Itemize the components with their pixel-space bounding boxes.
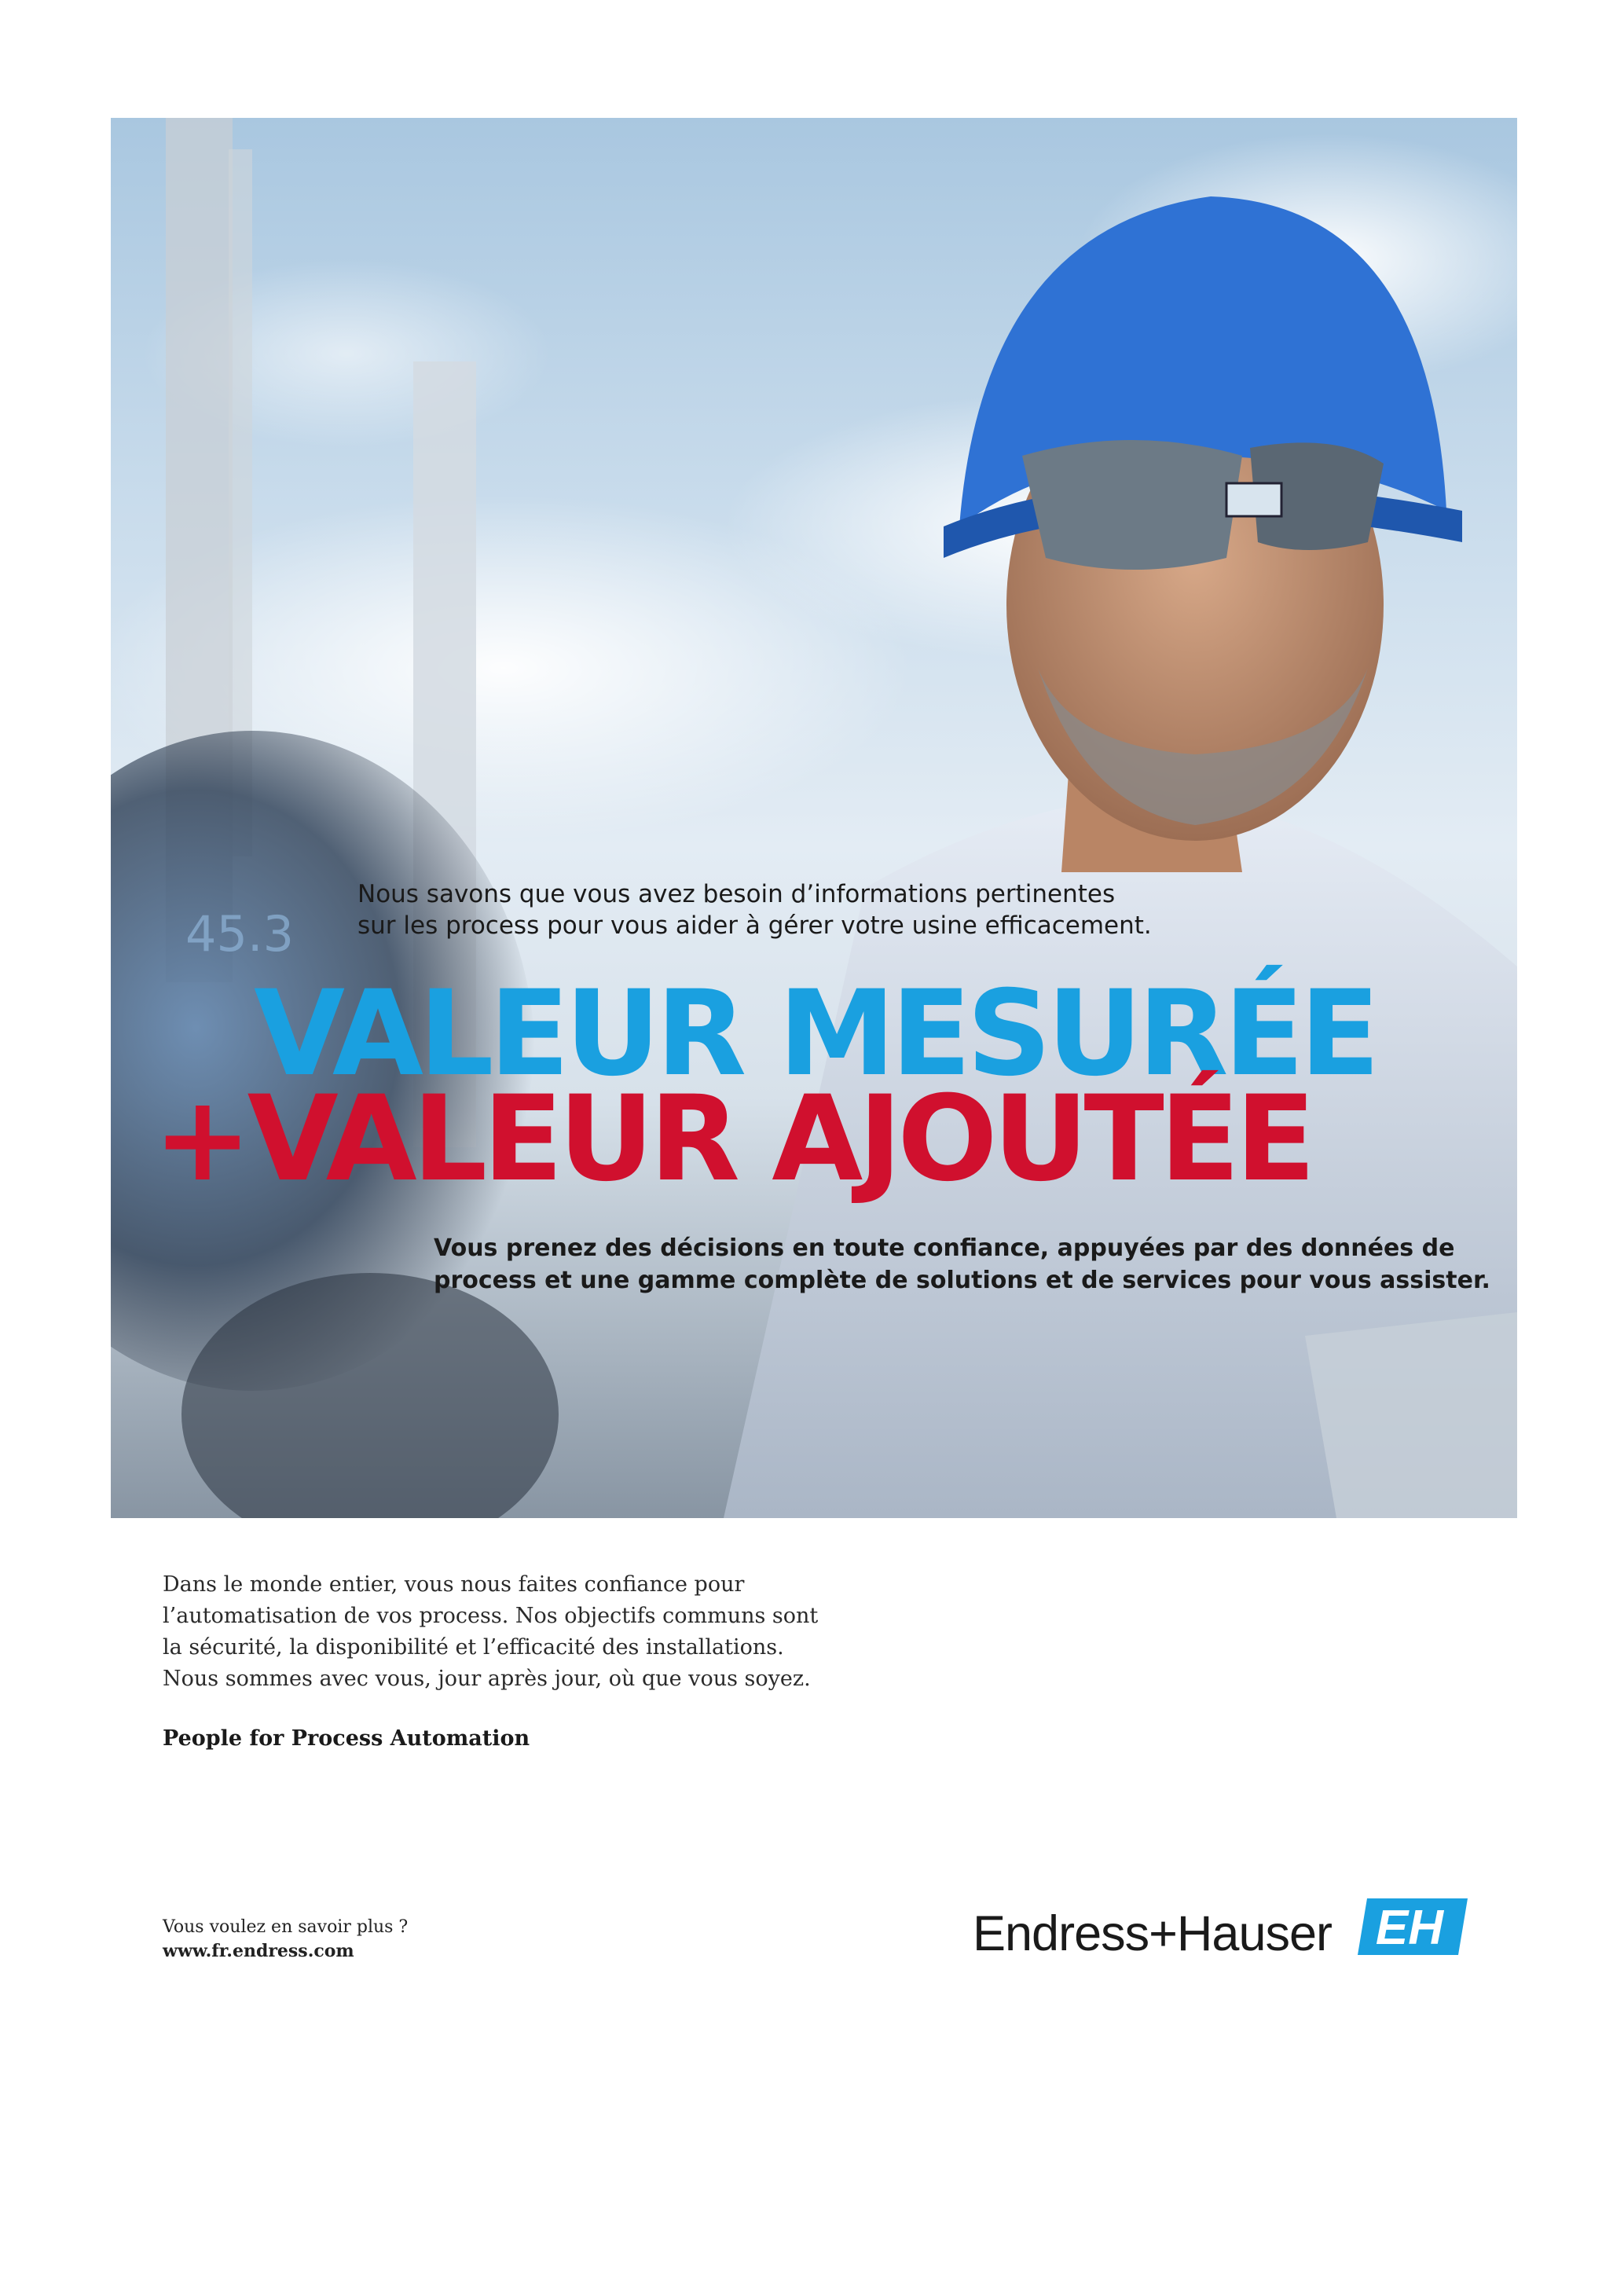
website-link[interactable]: www.fr.endress.com [163, 1941, 354, 1961]
endress-hauser-logo [1358, 1898, 1468, 1955]
body-line: Dans le monde entier, vous nous faites confiance pour [163, 1572, 745, 1597]
more-info-question: Vous voulez en savoir plus ? [163, 1917, 409, 1937]
body-paragraph [163, 1569, 870, 1695]
device-display-value: 45.3 [185, 905, 295, 963]
logo-letters: EH [1375, 1901, 1444, 1955]
intro-line: sur les process pour vous aider à gérer votre usine efficacement. [357, 911, 1152, 940]
hero-photo [111, 118, 1517, 1518]
brand-name: Endress+Hauser [973, 1906, 1332, 1961]
intro-text [357, 878, 1222, 941]
intro-line: Nous savons que vous avez besoin d’informations pertinentes [357, 880, 1116, 908]
hero-image [111, 118, 1517, 1518]
headline-added-value: +VALEUR AJOUTÉE [153, 1071, 1311, 1208]
headline-measured-value: VALEUR MESURÉE [254, 966, 1376, 1102]
body-line: Nous sommes avec vous, jour après jour, où que vous soyez. [163, 1667, 811, 1691]
subheadline [434, 1232, 1510, 1297]
subheadline-line: Vous prenez des décisions en toute confiance, appuyées par des données de [434, 1234, 1455, 1262]
body-line: la sécurité, la disponibilité et l’efficacité des installations. [163, 1635, 784, 1660]
tagline: People for Process Automation [163, 1726, 530, 1751]
body-line: l’automatisation de vos process. Nos objectifs communs sont [163, 1604, 819, 1628]
more-info [163, 1916, 408, 1963]
subheadline-line: process et une gamme complète de solutions et de services pour vous assister. [434, 1267, 1490, 1294]
